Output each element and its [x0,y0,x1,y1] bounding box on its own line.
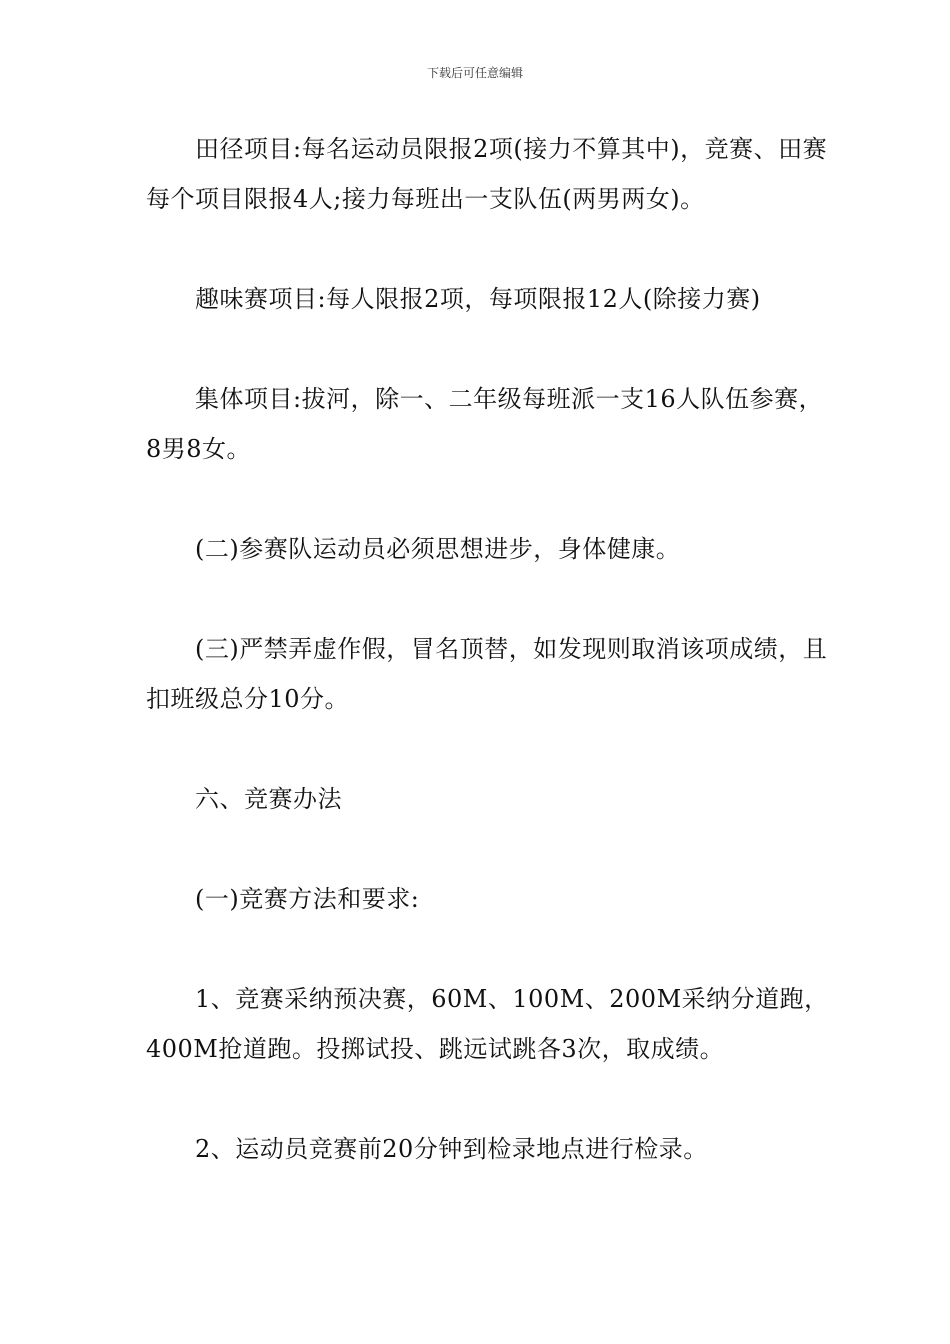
paragraph-team-events: 集体项目:拔河，除一、二年级每班派一支16人队伍参赛，8男8女。 [146,385,824,463]
paragraph-rule-2: 2、运动员竞赛前20分钟到检录地点进行检录。 [195,1135,708,1163]
paragraph-rule-1: 1、竞赛采纳预决赛，60M、100M、200M采纳分道跑，400M抢道跑。投掷试投、跳远试跳各3次，取成绩。 [146,985,829,1063]
paragraph-no-fraud: (三)严禁弄虚作假，冒名顶替，如发现则取消该项成绩，且扣班级总分10分。 [146,635,828,713]
paragraph-fun-events: 趣味赛项目:每人限报2项，每项限报12人(除接力赛) [195,285,761,313]
subsection-heading-methods-requirements: (一)竞赛方法和要求: [195,885,420,913]
section-heading-competition-methods: 六、竞赛办法 [195,785,342,813]
paragraph-athlete-requirement: (二)参赛队运动员必须思想进步，身体健康。 [195,535,681,563]
paragraph-track-events: 田径项目:每名运动员限报2项(接力不算其中)，竞赛、田赛每个项目限报4人;接力每班出一支队伍(两男两女)。 [146,135,828,213]
document-body [146,124,836,1224]
page-header-note: 下载后可任意编辑 [426,66,523,80]
